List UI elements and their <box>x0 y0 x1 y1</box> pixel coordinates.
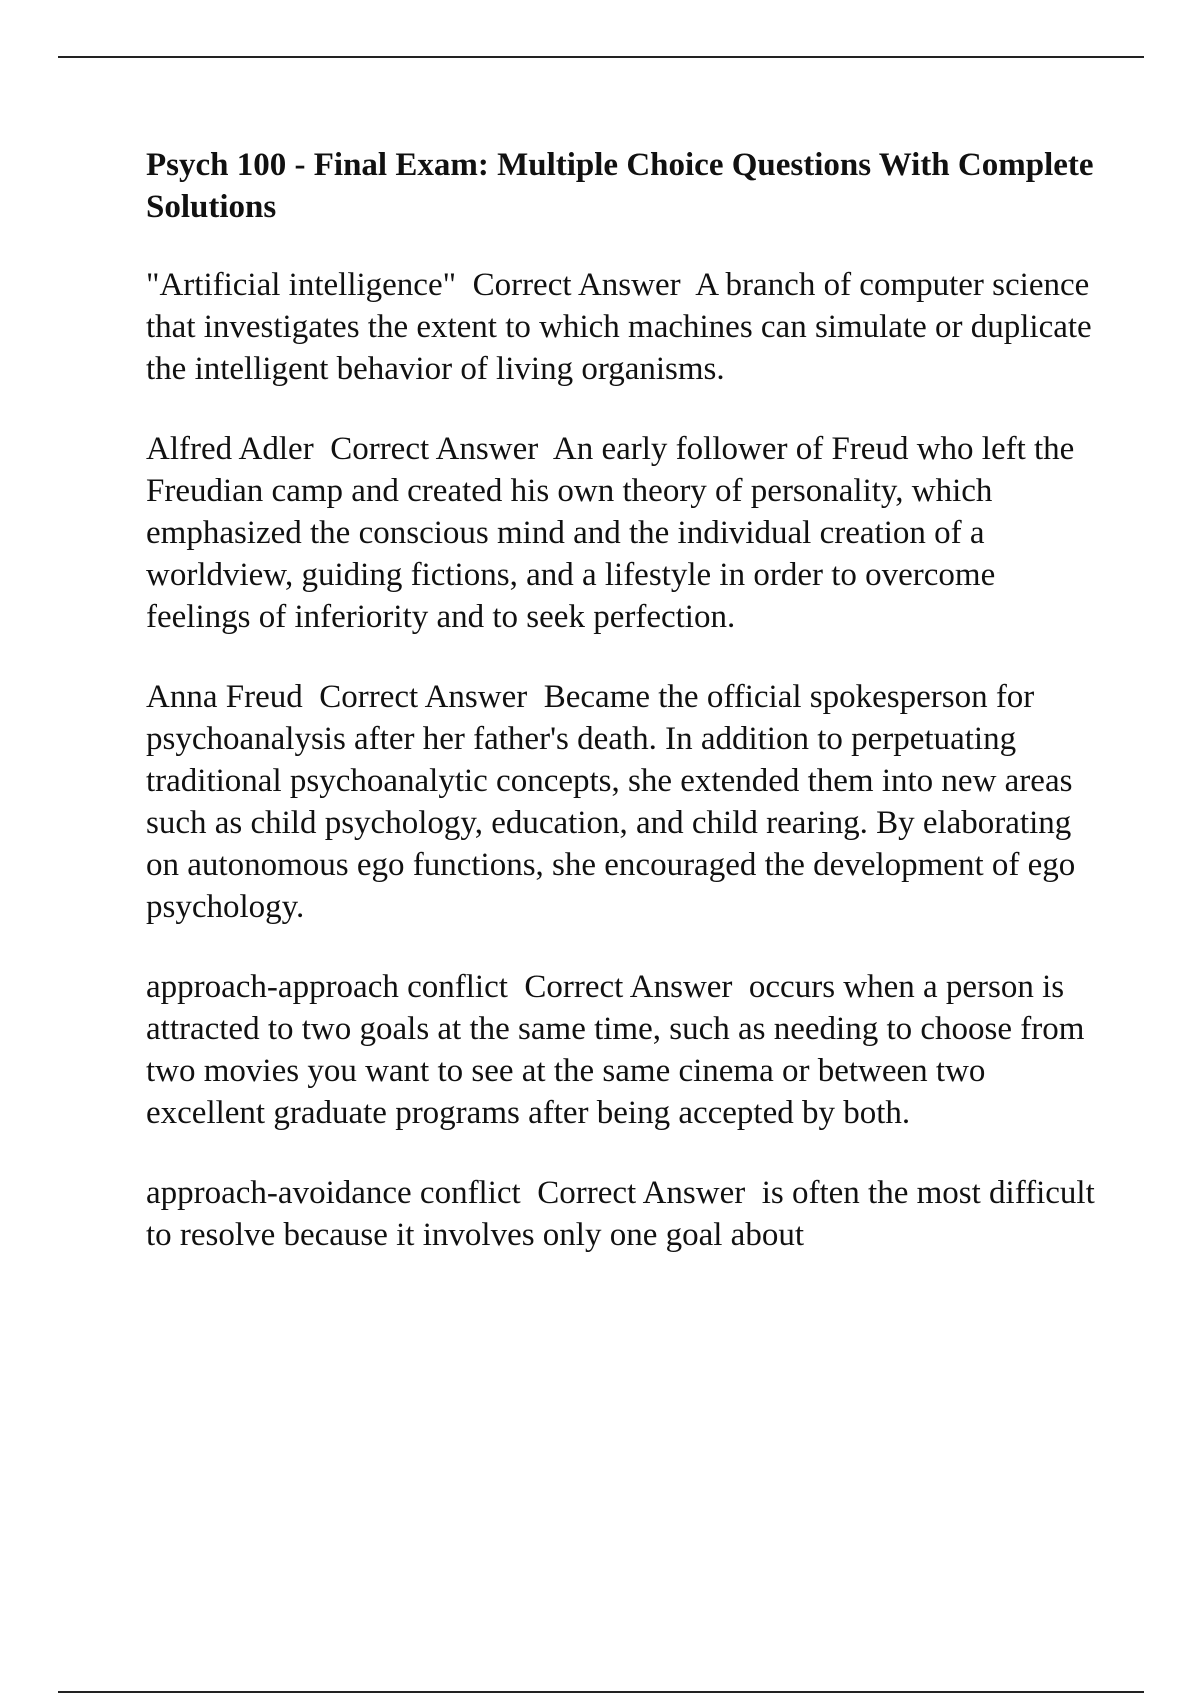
document-body <box>146 144 1103 1294</box>
entry-artificial-intelligence: "Artificial intelligence" Correct Answer A branch of computer science that investigates the extent to which machines can simulate or duplicate the intelligent behavior of living organisms. <box>146 267 1100 387</box>
top-rule <box>58 56 1144 58</box>
entry-approach-avoidance-conflict: approach-avoidance conflict Correct Answer is often the most difficult to resolve because it involves only one goal about <box>146 1175 1103 1253</box>
entry-approach-approach-conflict: approach-approach conflict Correct Answer occurs when a person is attracted to two goals at the same time, such as needing to choose from two movies you want to see at the same cinema or between two excellent graduate programs after being accepted by both. <box>146 969 1093 1131</box>
entry-anna-freud: Anna Freud Correct Answer Became the official spokesperson for psychoanalysis after her father's death. In addition to perpetuating traditional psychoanalytic concepts, she extended them into new areas such as child psychology, education, and child rearing. By elaborating on autonomous ego functions, she encouraged the development of ego psychology. <box>146 679 1084 925</box>
document-title: Psych 100 - Final Exam: Multiple Choice Questions With Complete Solutions <box>146 147 1094 225</box>
entry-alfred-adler: Alfred Adler Correct Answer An early follower of Freud who left the Freudian camp and created his own theory of personality, which emphasized the conscious mind and the individual creation of a worldview, guiding fictions, and a lifestyle in order to overcome feelings of inferiority and to seek perfection. <box>146 431 1083 635</box>
bottom-rule <box>58 1691 1144 1693</box>
